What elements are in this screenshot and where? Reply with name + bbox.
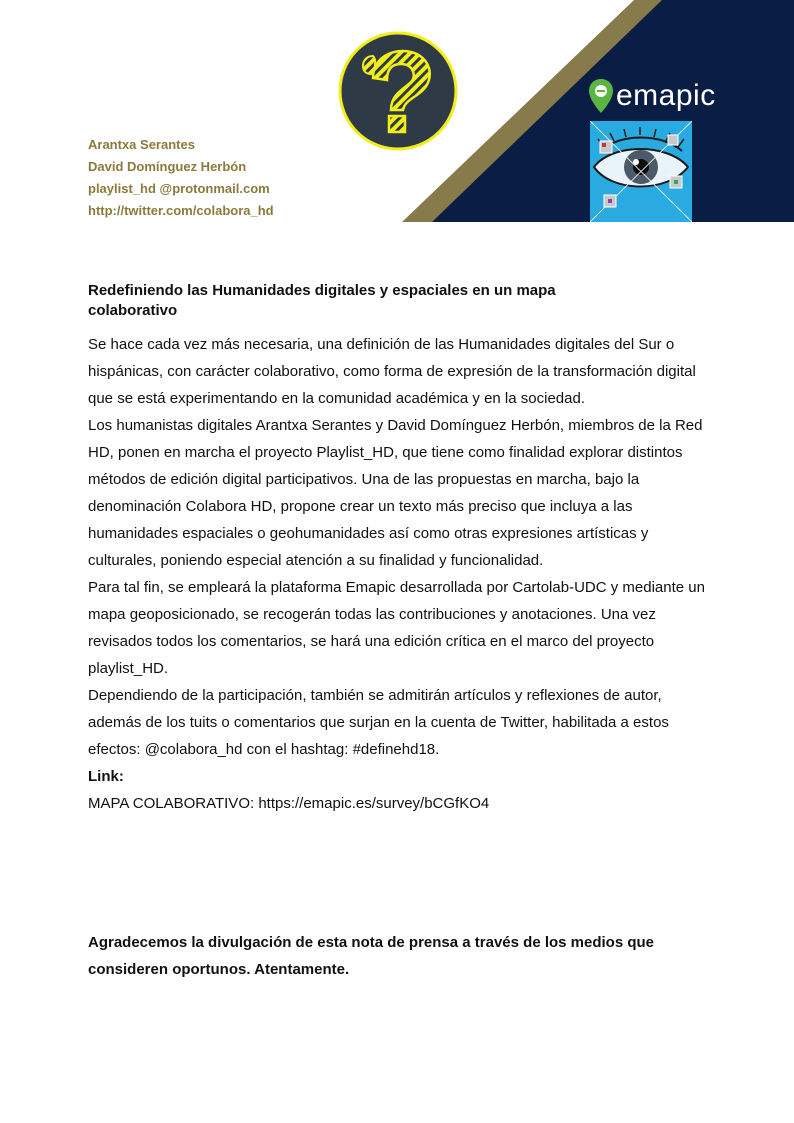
question-mark-logo-icon: [337, 30, 459, 152]
closing-note: Agradecemos la divulgación de esta nota de prensa a través de los medios que consideren oportunos. Atentamente.: [88, 934, 655, 978]
contact-twitter-link[interactable]: http://twitter.com/colabora_hd: [88, 203, 274, 218]
map-link[interactable]: MAPA COLABORATIVO: https://emapic.es/survey/bCGfKO4: [88, 795, 490, 812]
body-paragraph-4: Dependiendo de la participación, también se admitirán artículos y reflexiones de autor, además de los tuits o comentarios que surjan en la cuenta de Twitter, habilitada a estos efectos: @colabora_hd con el hashtag: #definehd18.: [88, 687, 669, 758]
document-title: Redefiniendo las Humanidades digitales y espaciales en un mapa colaborativo: [88, 282, 556, 319]
eye-graphic-icon: [590, 121, 692, 222]
document-body: [88, 331, 708, 817]
author-name-2: David Domínguez Herbón: [88, 159, 247, 174]
emapic-logo: [588, 76, 716, 116]
body-paragraph-3: Para tal fin, se empleará la plataforma Emapic desarrollada por Cartolab-UDC y mediante un mapa geoposicionado, se recogerán todas las contribuciones y anotaciones. Una vez revisados todos los comentarios, se hará una edición crítica en el marco del proyecto playlist_HD.: [88, 579, 705, 677]
map-pin-icon: [588, 78, 614, 114]
author-name-1: Arantxa Serantes: [88, 137, 195, 152]
body-paragraph-2: Los humanistas digitales Arantxa Serantes y David Domínguez Herbón, miembros de la Red HD, ponen en marcha el proyecto Playlist_HD, que tiene como finalidad explorar distintos métodos de edición digital participativos. Una de las propuestas en marcha, bajo la denominación Colabora HD, propone crear un texto más preciso que incluya a las humanidades espaciales o geohumanidades así como otras expresiones artísticas y culturales, poniendo especial atención a su finalidad y funcionalidad.: [88, 417, 703, 569]
contact-block: [88, 134, 274, 222]
body-paragraph-1: Se hace cada vez más necesaria, una definición de las Humanidades digitales del Sur o hispánicas, con carácter colaborativo, como forma de expresión de la transformación digital que se está experimentando en la comunidad académica y en la sociedad.: [88, 336, 696, 407]
contact-email[interactable]: playlist_hd @protonmail.com: [88, 181, 270, 196]
link-label: Link:: [88, 768, 124, 785]
emapic-logo-text: emapic: [616, 79, 716, 112]
